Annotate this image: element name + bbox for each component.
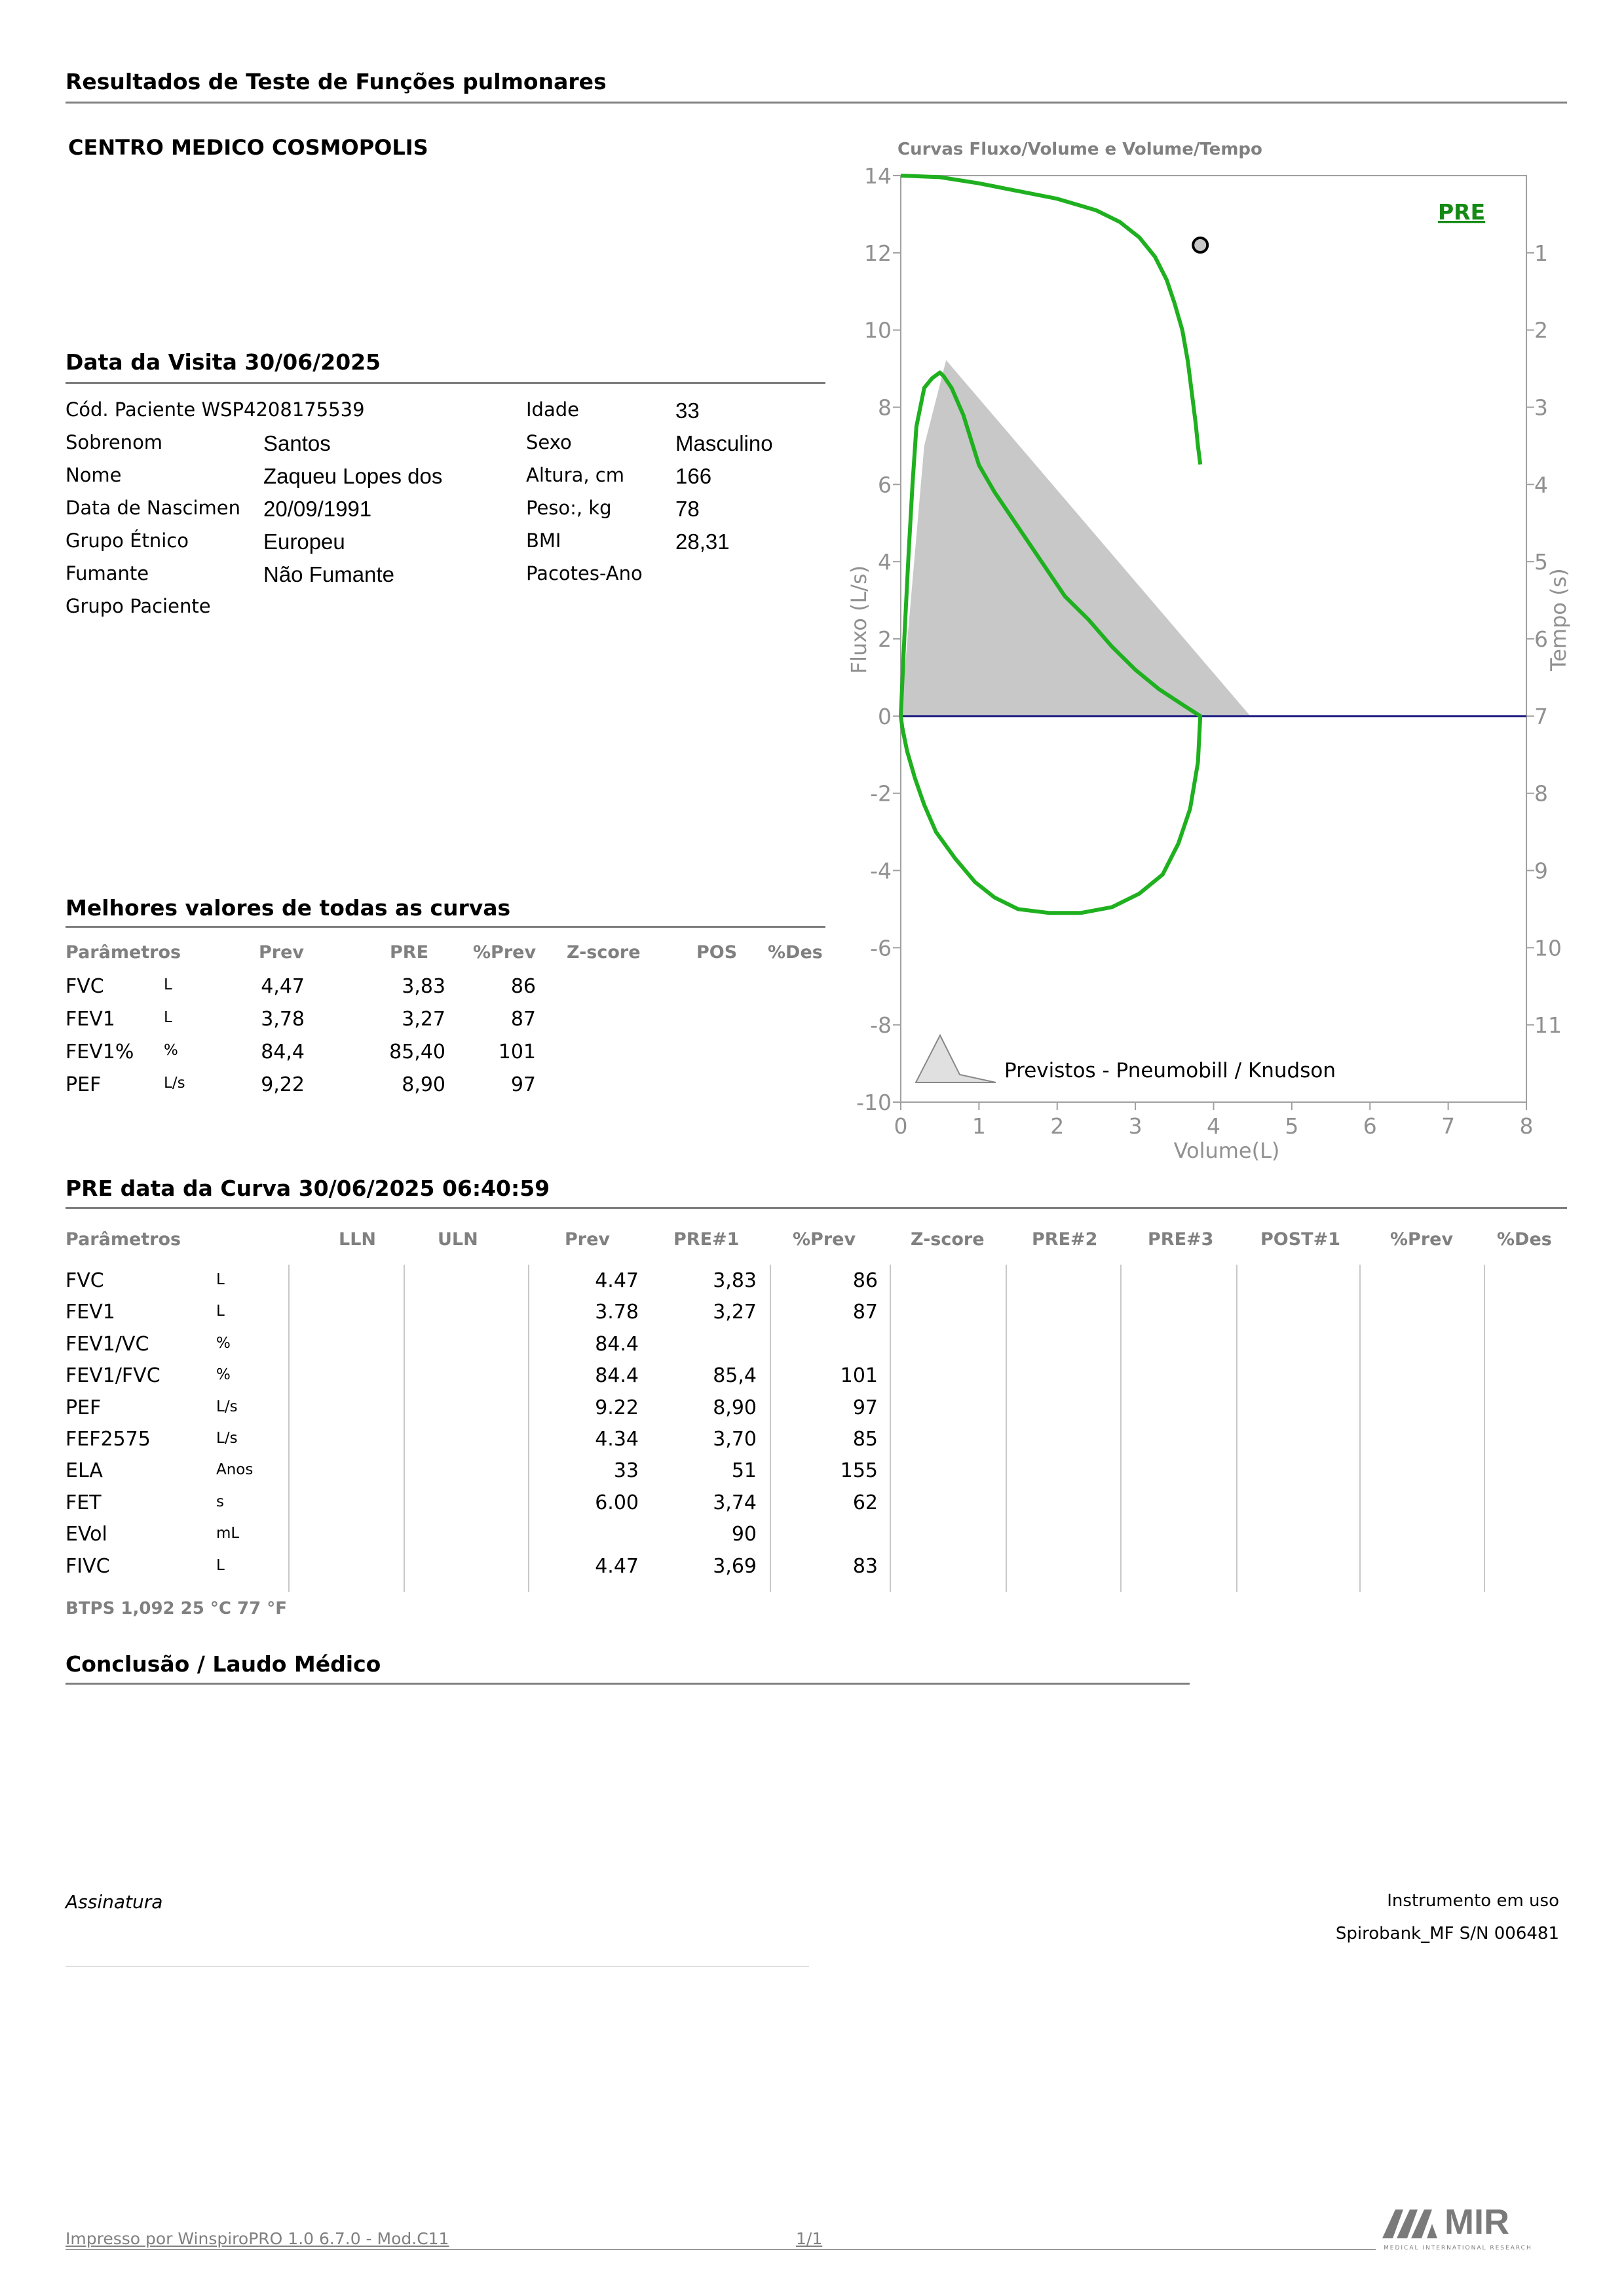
conclusion-title: Conclusão / Laudo Médico <box>66 1651 381 1677</box>
x-tick-label: 1 <box>972 1113 986 1139</box>
mir-logo-text: MIR <box>1445 2202 1509 2242</box>
curve-table-header: Parâmetros <box>66 1229 181 1250</box>
visit-rule <box>66 382 825 384</box>
curve-table-param: FEV1/VC <box>66 1332 149 1356</box>
curve-table-pre1: 3,83 <box>713 1269 757 1292</box>
best-values-header: %Prev <box>473 942 537 963</box>
best-values-unit: L <box>164 976 172 993</box>
y-tick-label: -2 <box>870 780 892 807</box>
curve-table-pre1: 3,70 <box>713 1428 757 1451</box>
curve-table-gridline <box>1120 1265 1122 1592</box>
best-values-header: Z-score <box>567 942 641 963</box>
curve-table-pre1: 8,90 <box>713 1396 757 1419</box>
curve-table-pct: 85 <box>852 1428 878 1451</box>
predicted-legend-label: Previstos - Pneumobill / Knudson <box>1004 1059 1336 1082</box>
patient-field-label: Cód. Paciente WSP4208175539 <box>66 398 365 421</box>
curve-table-unit: mL <box>216 1525 240 1542</box>
predicted-legend-icon <box>916 1035 996 1082</box>
y-tick-label: 0 <box>878 703 892 729</box>
patient-field-value: 78 <box>675 497 700 521</box>
best-values-pct: 101 <box>498 1041 536 1063</box>
title-rule <box>66 102 1567 104</box>
y2-axis-label: Tempo (s) <box>1546 568 1571 671</box>
best-values-pre: 8,90 <box>402 1073 445 1096</box>
curve-table-pre1: 85,4 <box>713 1364 757 1388</box>
y2-tick-label: 8 <box>1534 780 1548 807</box>
report-title: Resultados de Teste de Funções pulmonares <box>66 69 607 94</box>
patient-field-value: 28,31 <box>675 529 730 554</box>
curve-table-header: PRE#3 <box>1148 1229 1214 1250</box>
patient-field-value: Não Fumante <box>263 562 394 586</box>
patient-field-label: Sobrenom <box>66 431 163 453</box>
curve-table-gridline <box>1359 1265 1361 1592</box>
curve-table-pct: 86 <box>852 1269 878 1292</box>
signature-label: Assinatura <box>66 1891 163 1913</box>
best-values-pre: 85,40 <box>389 1041 445 1063</box>
x-tick-label: 7 <box>1441 1113 1456 1139</box>
y2-tick-label: 9 <box>1534 858 1548 884</box>
patient-field-label: Data de Nascimen <box>66 497 240 519</box>
x-axis-label: Volume(L) <box>1173 1138 1280 1163</box>
mir-logo-mark-icon <box>1382 2204 1441 2244</box>
curve-table-param: FEV1/FVC <box>66 1364 161 1388</box>
curve-table-header: LLN <box>339 1229 377 1250</box>
curve-table-gridline <box>1484 1265 1485 1592</box>
curve-rule <box>66 1207 1567 1209</box>
curve-table-unit: % <box>216 1334 231 1352</box>
best-values-unit: L <box>164 1009 172 1026</box>
curve-table-prev: 84.4 <box>595 1332 639 1356</box>
patient-field-value: 20/09/1991 <box>263 497 372 521</box>
x-tick-label: 3 <box>1128 1113 1142 1139</box>
curve-table-prev: 4.47 <box>595 1554 639 1578</box>
y-tick-label: 8 <box>878 394 892 421</box>
patient-field-label: Grupo Étnico <box>66 529 189 552</box>
curve-table-unit: L <box>216 1556 225 1574</box>
curve-table-gridline <box>404 1265 405 1592</box>
best-values-prev: 4,47 <box>261 975 305 998</box>
curve-table-header: POST#1 <box>1260 1229 1341 1250</box>
patient-field-label: Fumante <box>66 562 149 584</box>
curve-table-prev: 6.00 <box>595 1491 639 1514</box>
curve-table-unit: L <box>216 1271 225 1288</box>
best-values-rule <box>66 926 825 928</box>
y-tick-label: 14 <box>864 163 892 189</box>
patient-field-value: Europeu <box>263 529 345 554</box>
y2-tick-label: 7 <box>1534 703 1548 729</box>
curve-table-pct: 97 <box>852 1396 878 1419</box>
best-values-pct: 86 <box>510 975 536 998</box>
y-tick-label: 10 <box>864 317 892 343</box>
best-values-header: POS <box>696 942 738 963</box>
curve-table-param: EVol <box>66 1523 107 1546</box>
best-values-prev: 3,78 <box>261 1008 305 1031</box>
curve-table-prev: 3.78 <box>595 1301 639 1324</box>
curve-table-prev: 4.34 <box>595 1428 639 1451</box>
best-values-header: Prev <box>259 942 305 963</box>
best-values-param: PEF <box>66 1073 102 1096</box>
curve-table-param: FVC <box>66 1269 104 1292</box>
y-tick-label: -8 <box>870 1012 892 1039</box>
curve-table-pct: 101 <box>840 1364 878 1388</box>
curve-table-pre1: 3,69 <box>713 1554 757 1578</box>
curve-table-param: FET <box>66 1491 102 1514</box>
best-values-pct: 87 <box>510 1008 536 1031</box>
footer-rule <box>66 2249 1376 2250</box>
patient-field-label: Idade <box>526 398 579 421</box>
patient-field-label: Nome <box>66 464 122 486</box>
conclusion-rule <box>66 1683 1190 1685</box>
curve-table-header: %Des <box>1497 1229 1552 1250</box>
curve-table-pre1: 90 <box>731 1523 757 1546</box>
y2-tick-label: 5 <box>1534 549 1548 575</box>
end-of-test-marker <box>1193 238 1207 252</box>
best-values-pre: 3,83 <box>402 975 445 998</box>
patient-field-value: 33 <box>675 398 700 423</box>
curve-table-gridline <box>1236 1265 1237 1592</box>
mir-logo <box>1382 2202 1566 2254</box>
patient-field-value: 166 <box>675 464 712 488</box>
btps-info: BTPS 1,092 25 °C 77 °F <box>66 1599 288 1618</box>
y-tick-label: 6 <box>878 472 892 498</box>
instrument-label: Instrumento em uso <box>1387 1891 1559 1911</box>
y2-tick-label: 4 <box>1534 472 1548 498</box>
curve-table-gridline <box>1006 1265 1007 1592</box>
patient-field-value: Zaqueu Lopes dos <box>263 464 443 488</box>
instrument-value: Spirobank_MF S/N 006481 <box>1335 1924 1559 1943</box>
curve-table-gridline <box>528 1265 529 1592</box>
curve-table-prev: 33 <box>613 1459 639 1483</box>
curve-table-pct: 62 <box>852 1491 878 1514</box>
curve-table-header: %Prev <box>1390 1229 1454 1250</box>
y2-tick-label: 10 <box>1534 935 1562 961</box>
y-tick-label: -6 <box>870 935 892 961</box>
printed-by: Impresso por WinspiroPRO 1.0 6.7.0 - Mod.C11 <box>66 2229 449 2248</box>
curve-table-header: Z-score <box>911 1229 985 1250</box>
curve-table-param: PEF <box>66 1396 102 1419</box>
curve-table-gridline <box>770 1265 771 1592</box>
patient-field-label: Grupo Paciente <box>66 595 211 617</box>
x-tick-label: 8 <box>1519 1113 1534 1139</box>
curve-table-param: ELA <box>66 1459 103 1483</box>
best-values-param: FEV1 <box>66 1008 115 1031</box>
medical-center-name: CENTRO MEDICO COSMOPOLIS <box>68 135 428 160</box>
patient-field-label: Peso:, kg <box>526 497 612 519</box>
curve-table-unit: Anos <box>216 1461 254 1479</box>
y2-tick-label: 2 <box>1534 317 1548 343</box>
y-tick-label: 12 <box>864 240 892 266</box>
y2-tick-label: 1 <box>1534 240 1548 266</box>
curve-table-unit: s <box>216 1493 224 1510</box>
curve-table-prev: 9.22 <box>595 1396 639 1419</box>
x-tick-label: 5 <box>1285 1113 1299 1139</box>
y-tick-label: -10 <box>856 1090 892 1115</box>
best-values-param: FVC <box>66 975 104 998</box>
best-values-header: PRE <box>390 942 429 963</box>
legend-pre-label: PRE <box>1438 199 1486 225</box>
best-values-header: %Des <box>768 942 823 963</box>
curve-table-unit: L/s <box>216 1398 238 1415</box>
curve-table-unit: L <box>216 1303 225 1320</box>
curve-table-header: PRE#2 <box>1032 1229 1098 1250</box>
patient-field-value: Santos <box>263 431 331 455</box>
y-tick-label: 4 <box>878 549 892 575</box>
y2-tick-label: 3 <box>1534 394 1548 421</box>
curve-table-param: FEF2575 <box>66 1428 151 1451</box>
curve-table-header: ULN <box>438 1229 478 1250</box>
curve-table-unit: L/s <box>216 1430 238 1447</box>
y-axis-label: Fluxo (L/s) <box>846 565 871 674</box>
curve-table-prev: 4.47 <box>595 1269 639 1292</box>
patient-field-label: Altura, cm <box>526 464 624 486</box>
x-tick-label: 6 <box>1363 1113 1377 1139</box>
mir-logo-subtitle: MEDICAL INTERNATIONAL RESEARCH <box>1384 2245 1532 2251</box>
curve-table-pre1: 3,74 <box>713 1491 757 1514</box>
y-tick-label: -4 <box>870 858 892 884</box>
best-values-title: Melhores valores de todas as curvas <box>66 895 511 921</box>
curve-table-header: %Prev <box>793 1229 856 1250</box>
patient-field-value: Masculino <box>675 431 773 455</box>
patient-field-label: Pacotes-Ano <box>526 562 643 584</box>
curve-table-pct: 87 <box>852 1301 878 1324</box>
best-values-param: FEV1% <box>66 1041 134 1063</box>
chart-title: Curvas Fluxo/Volume e Volume/Tempo <box>897 140 1262 159</box>
best-values-unit: L/s <box>164 1075 185 1092</box>
patient-field-label: Sexo <box>526 431 572 453</box>
y2-tick-label: 6 <box>1534 626 1548 652</box>
signature-line <box>66 1966 809 1967</box>
visit-title: Data da Visita 30/06/2025 <box>66 349 381 375</box>
curve-table-param: FEV1 <box>66 1301 115 1324</box>
curve-title: PRE data da Curva 30/06/2025 06:40:59 <box>66 1176 550 1201</box>
curve-table-gridline <box>288 1265 290 1592</box>
curve-table-pre1: 51 <box>731 1459 757 1483</box>
y-tick-label: 2 <box>878 626 892 652</box>
curve-table-header: PRE#1 <box>673 1229 740 1250</box>
x-tick-label: 0 <box>894 1113 908 1139</box>
curve-table-unit: % <box>216 1366 231 1384</box>
predicted-area <box>901 360 1251 716</box>
best-values-prev: 84,4 <box>261 1041 305 1063</box>
patient-field-label: BMI <box>526 529 561 552</box>
flow-volume-chart <box>839 131 1572 1179</box>
curve-table-pre1: 3,27 <box>713 1301 757 1324</box>
curve-table-pct: 155 <box>840 1459 878 1483</box>
best-values-unit: % <box>164 1042 178 1059</box>
page-number: 1/1 <box>796 2229 823 2248</box>
curve-table-header: Prev <box>565 1229 611 1250</box>
best-values-pct: 97 <box>510 1073 536 1096</box>
curve-table-prev: 84.4 <box>595 1364 639 1388</box>
best-values-prev: 9,22 <box>261 1073 305 1096</box>
curve-table-pct: 83 <box>852 1554 878 1578</box>
curve-table-param: FIVC <box>66 1554 110 1578</box>
curve-table-gridline <box>890 1265 891 1592</box>
best-values-pre: 3,27 <box>402 1008 445 1031</box>
x-tick-label: 2 <box>1050 1113 1065 1139</box>
best-values-header: Parâmetros <box>66 942 181 963</box>
y2-tick-label: 11 <box>1534 1012 1562 1039</box>
x-tick-label: 4 <box>1207 1113 1220 1139</box>
